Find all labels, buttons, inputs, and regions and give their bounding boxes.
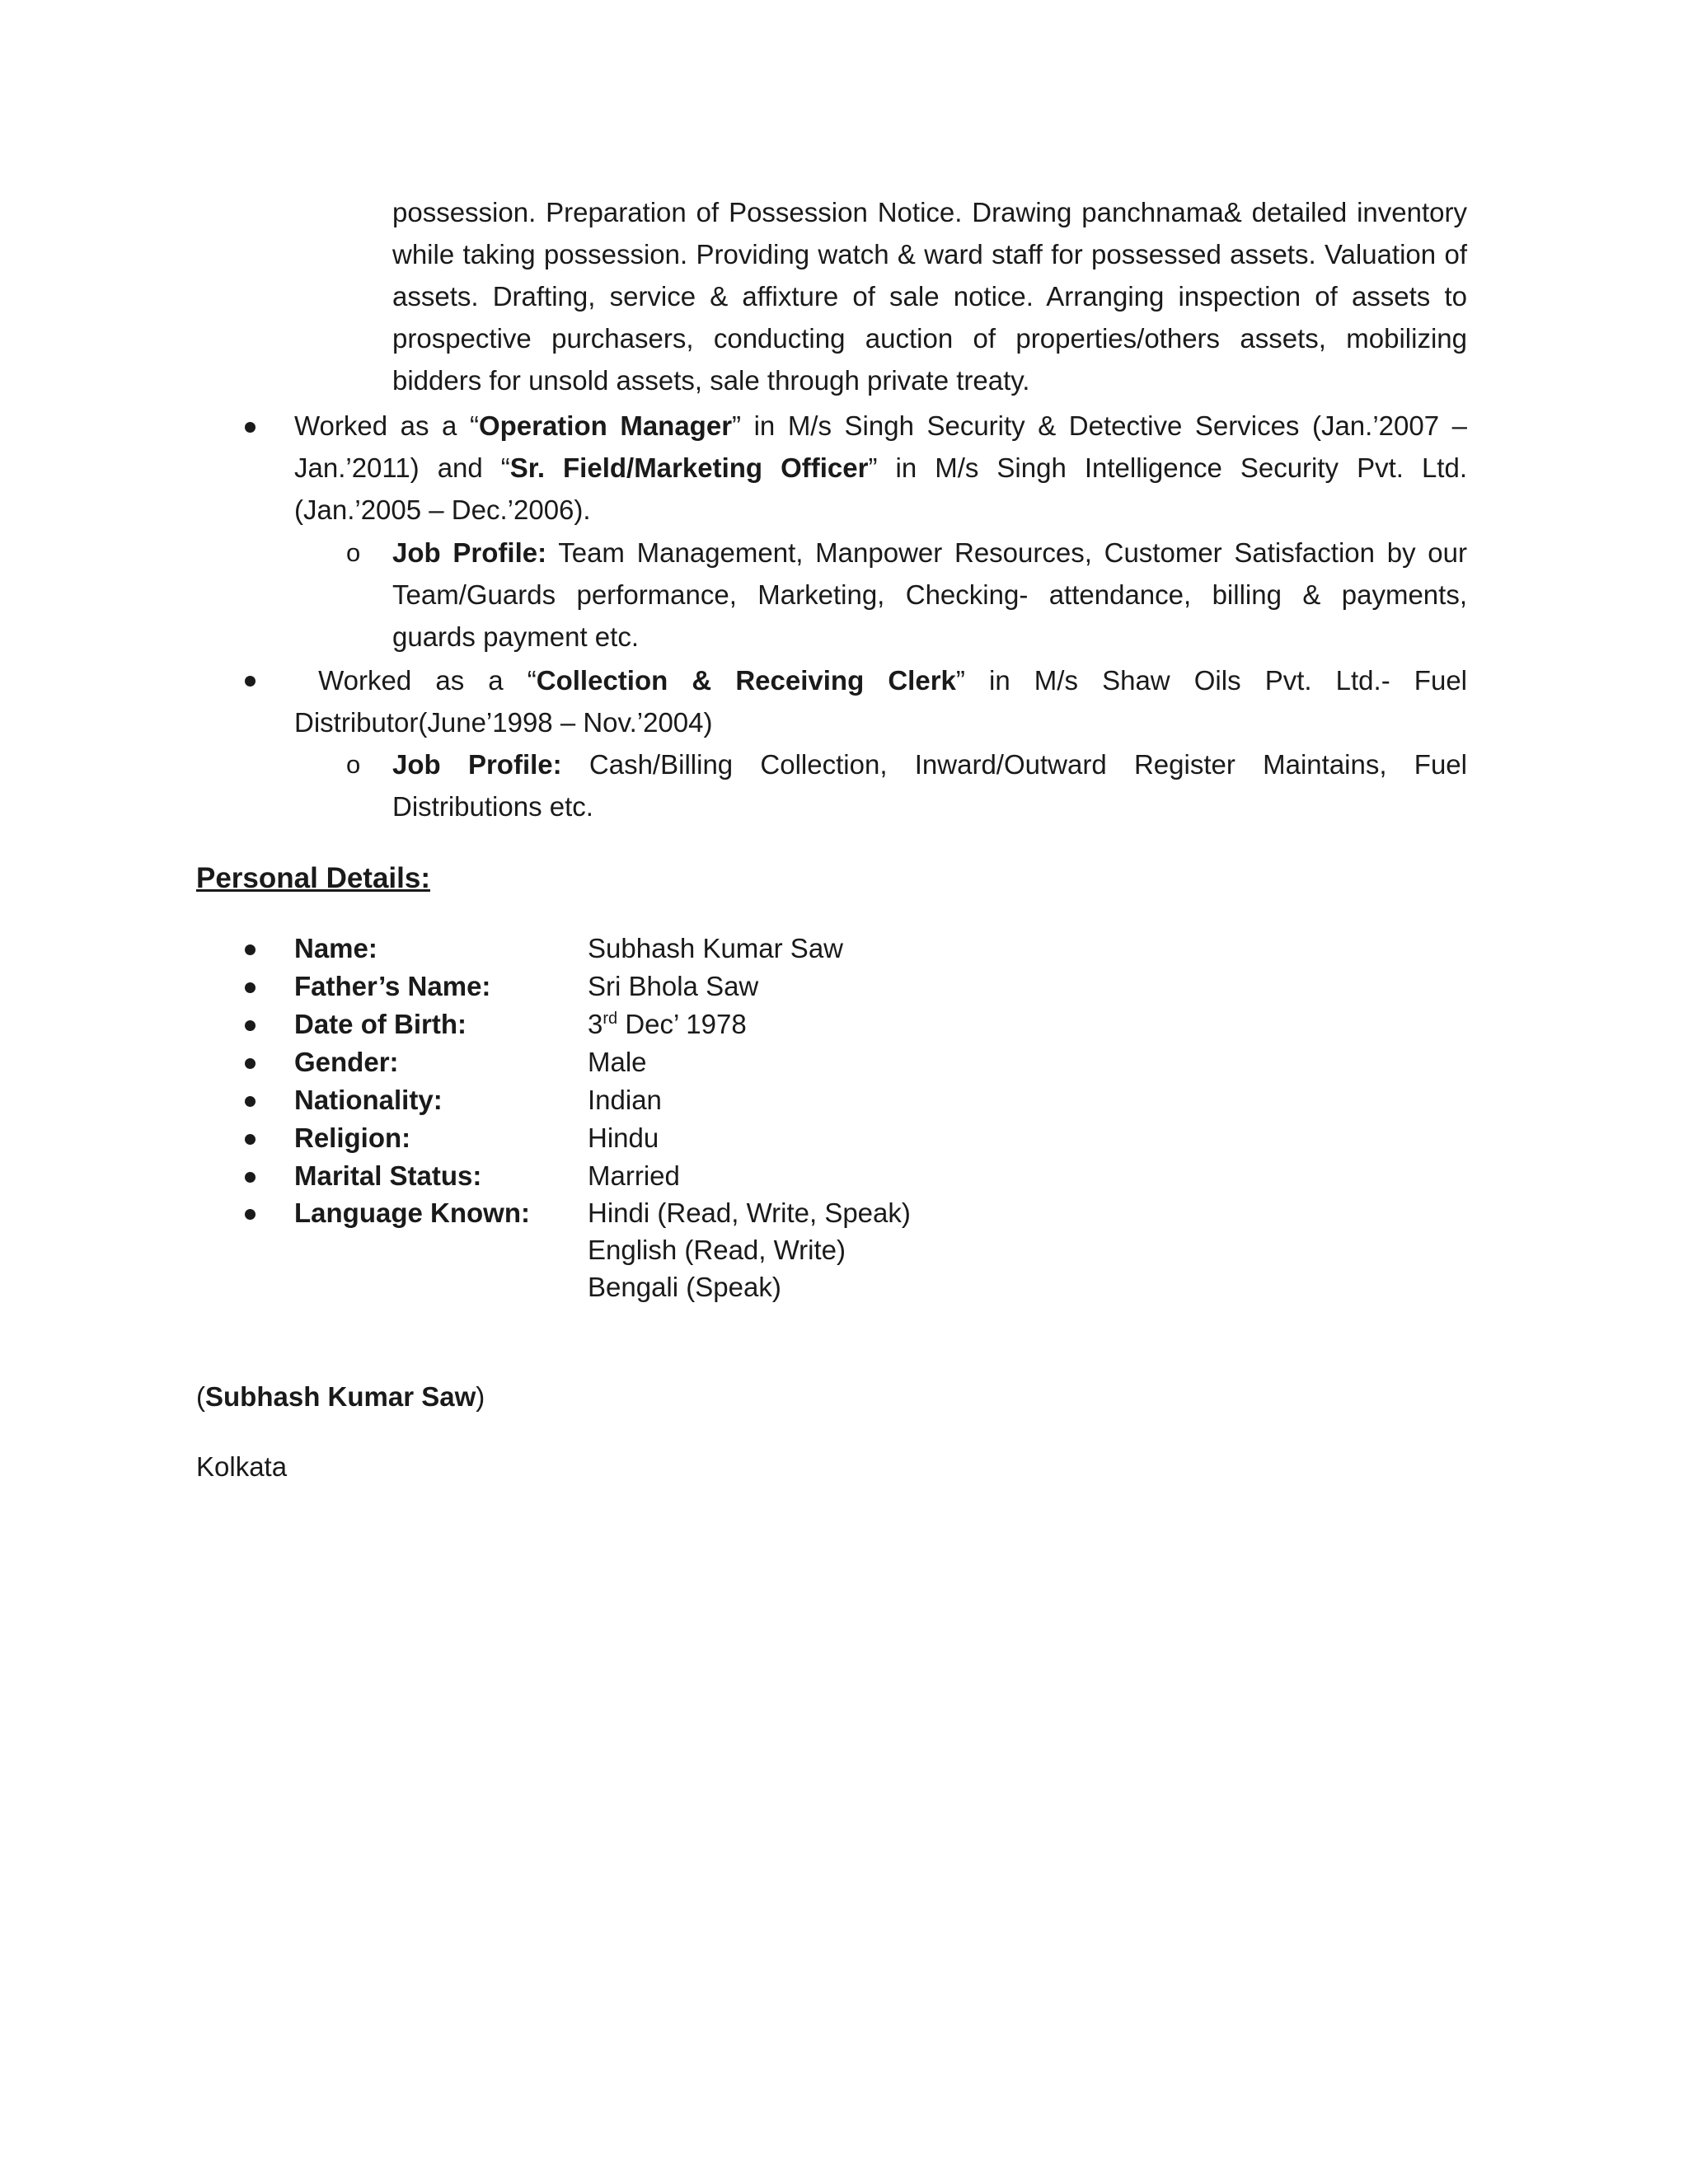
detail-label: Gender:	[294, 1047, 399, 1077]
paragraph-line: while taking possession. Providing watch & ward staff for possessed assets. Valuation of	[392, 239, 1467, 269]
detail-label: Date of Birth:	[294, 1009, 467, 1039]
job-entry-operation-manager	[294, 405, 1467, 531]
detail-label: Language Known:	[294, 1197, 530, 1228]
bullet-icon	[245, 944, 256, 955]
section-heading-personal-details: Personal Details:	[196, 862, 430, 894]
detail-value-language: English (Read, Write)	[588, 1235, 846, 1265]
bullet-icon	[245, 1209, 256, 1220]
job-entry-collection-clerk	[294, 659, 1467, 743]
paragraph-line: Worked as a “Operation Manager” in M/s Singh Security & Detective Services (Jan.’2007 –	[294, 410, 1467, 441]
detail-value: Indian	[588, 1085, 662, 1115]
paragraph-line: (Jan.’2005 – Dec.’2006).	[294, 494, 591, 525]
detail-value: Subhash Kumar Saw	[588, 933, 844, 963]
experience-continuation	[392, 191, 1467, 401]
paragraph-line: Team/Guards performance, Marketing, Checking- attendance, billing & payments,	[392, 579, 1467, 610]
role-title: Sr. Field/Marketing Officer	[509, 452, 869, 483]
detail-label: Father’s Name:	[294, 971, 491, 1001]
detail-label: Religion:	[294, 1122, 411, 1153]
paragraph-line: Distributions etc.	[392, 791, 593, 822]
detail-value: 3rd Dec’ 1978	[588, 1009, 747, 1039]
paragraph-line: Jan.’2011) and “Sr. Field/Marketing Officer” in M/s Singh Intelligence Security Pvt. Ltd.	[294, 452, 1467, 483]
bullet-icon	[245, 1058, 256, 1069]
sub-bullet-icon: o	[346, 538, 361, 567]
role-title: Operation Manager	[478, 410, 733, 441]
paragraph-line: guards payment etc.	[392, 621, 639, 652]
paragraph-line: Worked as a “Collection & Receiving Clerk” in M/s Shaw Oils Pvt. Ltd.- Fuel	[318, 665, 1467, 696]
signature-name: (Subhash Kumar Saw)	[196, 1381, 485, 1412]
detail-value: Male	[588, 1047, 647, 1077]
detail-label: Name:	[294, 933, 377, 963]
job-profile-label: Job Profile:	[392, 749, 562, 780]
signature-place: Kolkata	[196, 1451, 288, 1482]
paragraph-line: possession. Preparation of Possession Notice. Drawing panchnama& detailed inventory	[392, 197, 1467, 227]
job-profile-collection-clerk	[392, 743, 1467, 827]
bullet-icon	[245, 1096, 256, 1107]
job-profile-label: Job Profile:	[392, 537, 547, 568]
paragraph-line: Job Profile: Cash/Billing Collection, Inward/Outward Register Maintains, Fuel	[392, 749, 1467, 780]
paragraph-line: Job Profile: Team Management, Manpower Resources, Customer Satisfaction by our	[392, 537, 1467, 568]
detail-value: Hindi (Read, Write, Speak)	[588, 1197, 911, 1228]
sub-bullet-icon: o	[346, 750, 361, 779]
detail-value: Married	[588, 1160, 680, 1191]
job-profile-operation-manager	[392, 532, 1467, 658]
detail-value: Sri Bhola Saw	[588, 971, 759, 1001]
paragraph-line: prospective purchasers, conducting auction of properties/others assets, mobilizing	[392, 323, 1467, 354]
detail-label: Marital Status:	[294, 1160, 482, 1191]
detail-value: Hindu	[588, 1122, 659, 1153]
paragraph-line: assets. Drafting, service & affixture of sale notice. Arranging inspection of assets to	[392, 281, 1467, 312]
bullet-icon	[245, 1172, 256, 1183]
paragraph-line: Distributor(June’1998 – Nov.’2004)	[294, 707, 713, 738]
bullet-icon	[245, 982, 256, 993]
detail-label: Nationality:	[294, 1085, 443, 1115]
bullet-icon	[245, 1134, 256, 1145]
bullet-icon	[245, 1020, 256, 1031]
paragraph-line: bidders for unsold assets, sale through private treaty.	[392, 365, 1030, 396]
bullet-icon	[245, 676, 256, 687]
bullet-icon	[245, 422, 256, 433]
detail-value-language: Bengali (Speak)	[588, 1272, 781, 1302]
role-title: Collection & Receiving Clerk	[536, 665, 956, 696]
